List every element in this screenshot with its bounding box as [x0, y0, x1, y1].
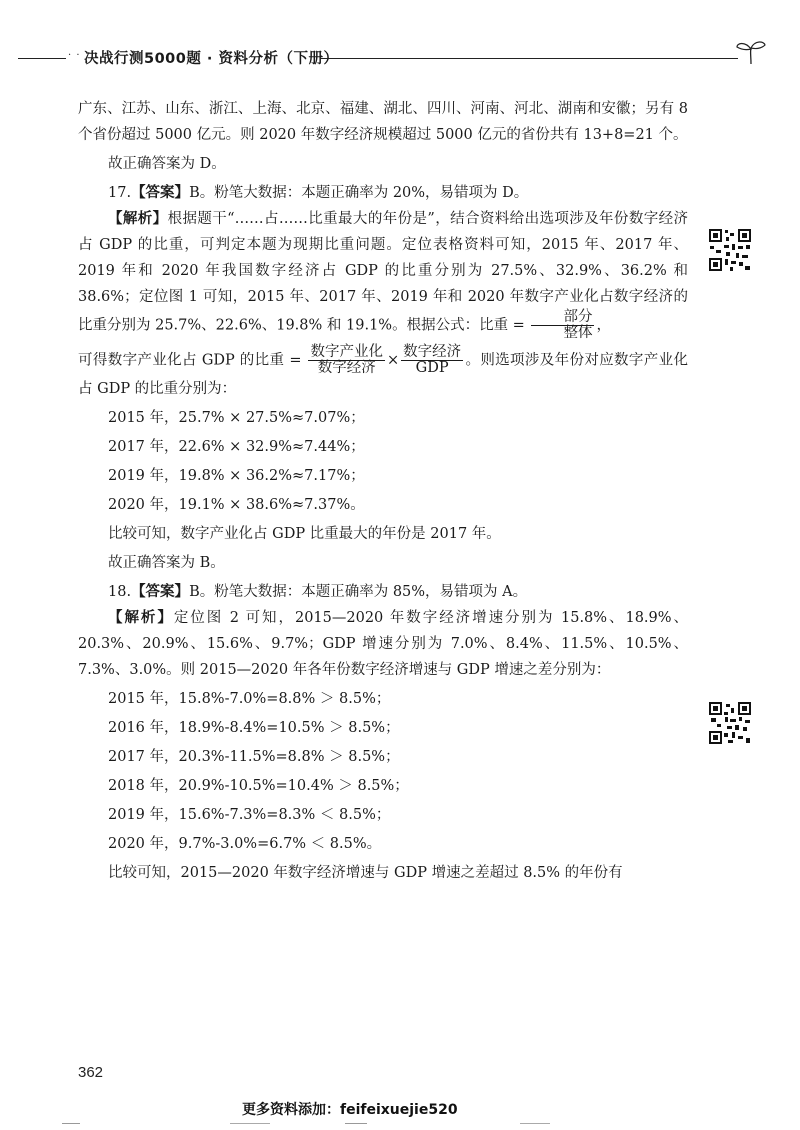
fraction-denominator: GDP — [415, 360, 449, 376]
analysis-label: 【解析】 — [108, 609, 174, 626]
header-title: 决战行测5000题 · 资料分析（下册） — [84, 51, 339, 67]
formula-tail: 。则选项涉及年份对应数字产业化占 GDP 的比重分别为： — [78, 352, 688, 397]
fraction-denominator: 数字经济 — [317, 360, 376, 376]
calc-line: 2015 年，15.8%-7.0%=8.8% ＞ 8.5%； — [108, 691, 391, 707]
punctuation: ， — [596, 317, 611, 334]
page-number: 362 — [78, 1064, 104, 1081]
question-18-answer — [78, 579, 688, 605]
answer-label: 【答案】 — [131, 583, 190, 600]
answer-line: 故正确答案为 D。 — [108, 156, 226, 172]
calc-line: 2019 年，15.6%-7.3%=8.3% ＜ 8.5%； — [108, 807, 391, 823]
answer-text: B。粉笔大数据：本题正确率为 85%，易错项为 A。 — [189, 584, 528, 600]
calc-line: 2018 年，20.9%-10.5%=10.4% ＞ 8.5%； — [108, 778, 409, 794]
fraction-numerator: 数字经济 — [403, 344, 462, 360]
qr-code-icon[interactable] — [708, 701, 752, 745]
formula-line — [78, 345, 688, 402]
calc-line: 2020 年，19.1% × 38.6%≈7.37%。 — [108, 497, 365, 513]
answer-text: B。粉笔大数据：本题正确率为 20%，易错项为 D。 — [189, 185, 529, 201]
header-rule-left — [18, 58, 66, 59]
compare-line: 比较可知，数字产业化占 GDP 比重最大的年份是 2017 年。 — [108, 526, 501, 542]
compare-line: 比较可知，2015—2020 年数字经济增速与 GDP 增速之差超过 8.5% 的年份有 — [108, 865, 623, 881]
question-number: 18. — [108, 584, 132, 600]
question-18-analysis — [78, 605, 688, 683]
question-17-answer — [78, 180, 688, 206]
fraction-denominator: 整体 — [563, 325, 593, 341]
analysis-text: 定位图 2 可知，2015—2020 年数字经济增速分别为 15.8%、18.9%、20.3%、20.9%、15.6%、9.7%；GDP 增速分别为 7.0%、8.4%、11.5%、10.5%、7.3%、3.0%。则 2015—2020 年各年份数字经济增速与 GDP 增速之差分别为： — [78, 610, 689, 678]
fraction-industrialization — [308, 345, 385, 376]
fraction-numerator: 部分 — [531, 310, 594, 326]
fraction-part-whole — [531, 310, 594, 341]
fraction-numerator: 数字产业化 — [310, 344, 383, 360]
paragraph: 广东、江苏、山东、浙江、上海、北京、福建、湖北、四川、河南、河北、湖南和安徽；另有 8 个省份超过 5000 亿元。则 2020 年数字经济规模超过 5000 亿元的省份共有 13+8=21 个。 — [78, 101, 688, 143]
running-header — [18, 36, 778, 76]
calc-line: 2017 年，20.3%-11.5%=8.8% ＞ 8.5%； — [108, 749, 400, 765]
calc-line: 2019 年，19.8% × 36.2%≈7.17%； — [108, 468, 365, 484]
answer-line: 故正确答案为 B。 — [108, 555, 225, 571]
calc-line: 2017 年，22.6% × 32.9%≈7.44%； — [108, 439, 365, 455]
formula-lead: 可得数字产业化占 GDP 的比重 = — [78, 352, 302, 369]
analysis-text: 根据题干“……占……比重最大的年份是”，结合资料给出选项涉及年份数字经济占 GDP 的比重，可判定本题为现期比重问题。定位表格资料可知，2015 年、2017 年、2019 年和 2020 年我国数字经济占 GDP 的比重分别为 27.5%、32.9%、36.2% 和 38.6%；定位图 1 可知，2015 年、2017 年、2019 年和 2020 年数字产业化占数字经济的比重分别为 25.7%、22.6%、19.8% 和 19.1%。根据公式：比重 = — [78, 211, 688, 334]
answer-label: 【答案】 — [131, 184, 190, 201]
times-sign: × — [386, 352, 400, 369]
header-dots: · · — [68, 50, 81, 61]
calc-line: 2015 年，25.7% × 27.5%≈7.07%； — [108, 410, 365, 426]
footer-note: 更多资料添加：feifeixuejie520 — [242, 1102, 458, 1118]
analysis-label: 【解析】 — [108, 210, 168, 227]
question-17-analysis — [78, 206, 688, 341]
calc-line: 2020 年，9.7%-3.0%=6.7% ＜ 8.5%。 — [108, 836, 382, 852]
qr-code-icon[interactable] — [708, 228, 752, 272]
question-number: 17. — [108, 185, 132, 201]
fraction-digital-gdp — [401, 345, 463, 376]
scan-artifacts — [0, 1120, 800, 1130]
sprout-icon — [734, 38, 768, 66]
calc-line: 2016 年，18.9%-8.4%=10.5% ＞ 8.5%； — [108, 720, 400, 736]
header-rule-right — [320, 58, 738, 59]
page-body — [78, 96, 688, 886]
